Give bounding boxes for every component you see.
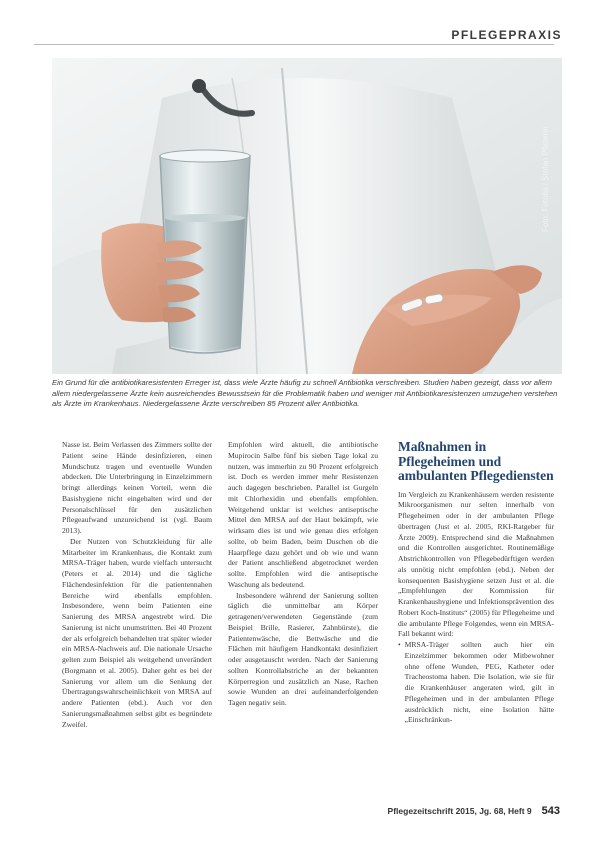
page-number: 543: [541, 805, 560, 817]
page-footer: [330, 805, 560, 821]
paragraph: Der Nutzen von Schutzkleidung für alle Mitarbeiter im Krankenhaus, die Kontakt zum MRSA-Träger haben, wurde vielfach untersucht (Peters et al. 2014) und die tägliche Flächendesinfektion für die patientennahen Bereiche wird ebenfalls empfohlen. Insbesondere, wenn beim Patienten eine Sanierung des MRSA angestrebt wird. Die Sanierung ist nicht unumstritten. Bei 40 Prozent der als erfolgreich behandelten trat später wieder ein MRSA-Nachweis auf. Die nationale Ursache gelten zum Beispiel als weitgehend unverändert (Borgmann et al. 2005). Daher geht es bei der Sanierung vor allem um die Senkung der Übertragungswahrscheinlichkeit von MRSA auf andere Patienten (ebd.). Auch vor den Sanierungsmaßnahmen selbst gibt es begründete Zweifel.: [62, 536, 212, 729]
cover-photo: [52, 58, 562, 374]
text-column-3: [398, 440, 554, 726]
photo-illustration: [52, 58, 562, 374]
section-label: PFLEGEPRAXIS: [451, 28, 562, 42]
paragraph: Im Vergleich zu Krankenhäusern werden resistente Mikroorganismen nur selten innerhalb von Pflegeheimen oder in der ambulanten Pflege übertragen (Just et al. 2005, RKI-Ratgeber für Ärzte 2009). Entsprechend sind die Maßnahmen und die Kontrollen ausgerichtet. Routinemäßige Abstrichkontrollen von Pflegebedürftigen werden als unnötig nicht empfohlen (ebd.). Neben der konsequenten Basishygiene setzen Just et al. die „Empfehlungen der Kommission für Krankenhaushygiene und Infektionsprävention des Robert Koch-Instituts“ (2005) für Pflegeheime und die ambulante Pflege Folgendes, wenn ein MRSA-Fall bekannt wird:: [398, 489, 554, 639]
bullet-text: MRSA-Träger sollten auch hier ein Einzelzimmer bekommen oder Mitbewohner ohne offene Wunden, PEG, Katheter oder Tracheostoma haben. Die Isolation, wie sie für die Krankenhäuser angeraten wird, gilt in Pflegeheimen und in der ambulanten Pflege ausdrücklich nicht, eine Isolation hätte „Einschränkun-: [404, 640, 554, 725]
bullet-mark: •: [398, 640, 401, 649]
text-column-1: [62, 440, 212, 730]
journal-reference: Pflegezeitschrift 2015, Jg. 68, Heft 9: [387, 806, 532, 816]
figure-caption: Ein Grund für die antibiotikaresistenten Erreger ist, dass viele Ärzte häufig zu schnell Antibiotika verschreiben. Studien haben gezeigt, dass vor allem allem niedergelassene Ärzte kein ausreichendes Bewusstsein für die Problematik haben und weniger mit Antibiotikaresistenzen umzugehen verstehen als Ärzte im Krankenhaus. Niedergelassene Ärzte verschreiben 85 Prozent aller Antibiotika.: [52, 378, 558, 409]
photo-credit: Foto: Fotolia / Stefan Pfisterer: [541, 125, 550, 232]
section-heading: Maßnahmen in Pflegeheimen und ambulanten Pflegediensten: [398, 439, 554, 483]
bullet-item: [398, 640, 554, 726]
paragraph: Insbesondere während der Sanierung sollten täglich die unmittelbar am Körper getragenen/verwendeten Gegenstände (zum Beispiel Brille, Rasierer, Zahnbürste), die Patientenwäsche, die Bettwäsche und die Flächen mit häufigem Handkontakt desinfiziert oder ausgetauscht werden. Nach der Sanierung sollten Kontrollabstriche an der bekannten Körperregion und zusätzlich an Nase, Rachen sowie Wunden an drei aufeinanderfolgenden Tagen negativ sein.: [228, 590, 378, 707]
paragraph: Nasse ist. Beim Verlassen des Zimmers sollte der Patient seine Hände desinfizieren, einen Mundschutz tragen und eventuelle Wunden abdecken. Die Unterbringung in Einzelzimmern bringt allerdings keinen Vorteil, wenn die Basishygiene nicht eingehalten wird und der Personalschlüssel für den zusätzlichen Pflegeaufwand unzureichend ist (vgl. Baum 2013).: [62, 440, 212, 535]
paragraph: Empfohlen wird aktuell, die antibiotische Mupirocin Salbe fünf bis sieben Tage lokal zu nutzen, was immerhin zu 90 Prozent erfolgreich ist. Doch es werden immer mehr Resistenzen auch dagegen beschrieben. Parallel ist Gurgeln mit Chlorhexidin und ebenfalls empfohlen. Weitgehend unklar ist welches antiseptische Mittel den MRSA auf der Haut bekämpft, wie wirksam dies ist und wie genau dies erfolgen sollte, ob beim Baden, beim Duschen ob die Haarpflege dazu gehört und ob wie und wann der Patient anschließend abgetrocknet werden sollte. Empfohlen wird die antiseptische Waschung als bedeutend.: [228, 440, 378, 589]
text-column-2: [228, 440, 378, 709]
